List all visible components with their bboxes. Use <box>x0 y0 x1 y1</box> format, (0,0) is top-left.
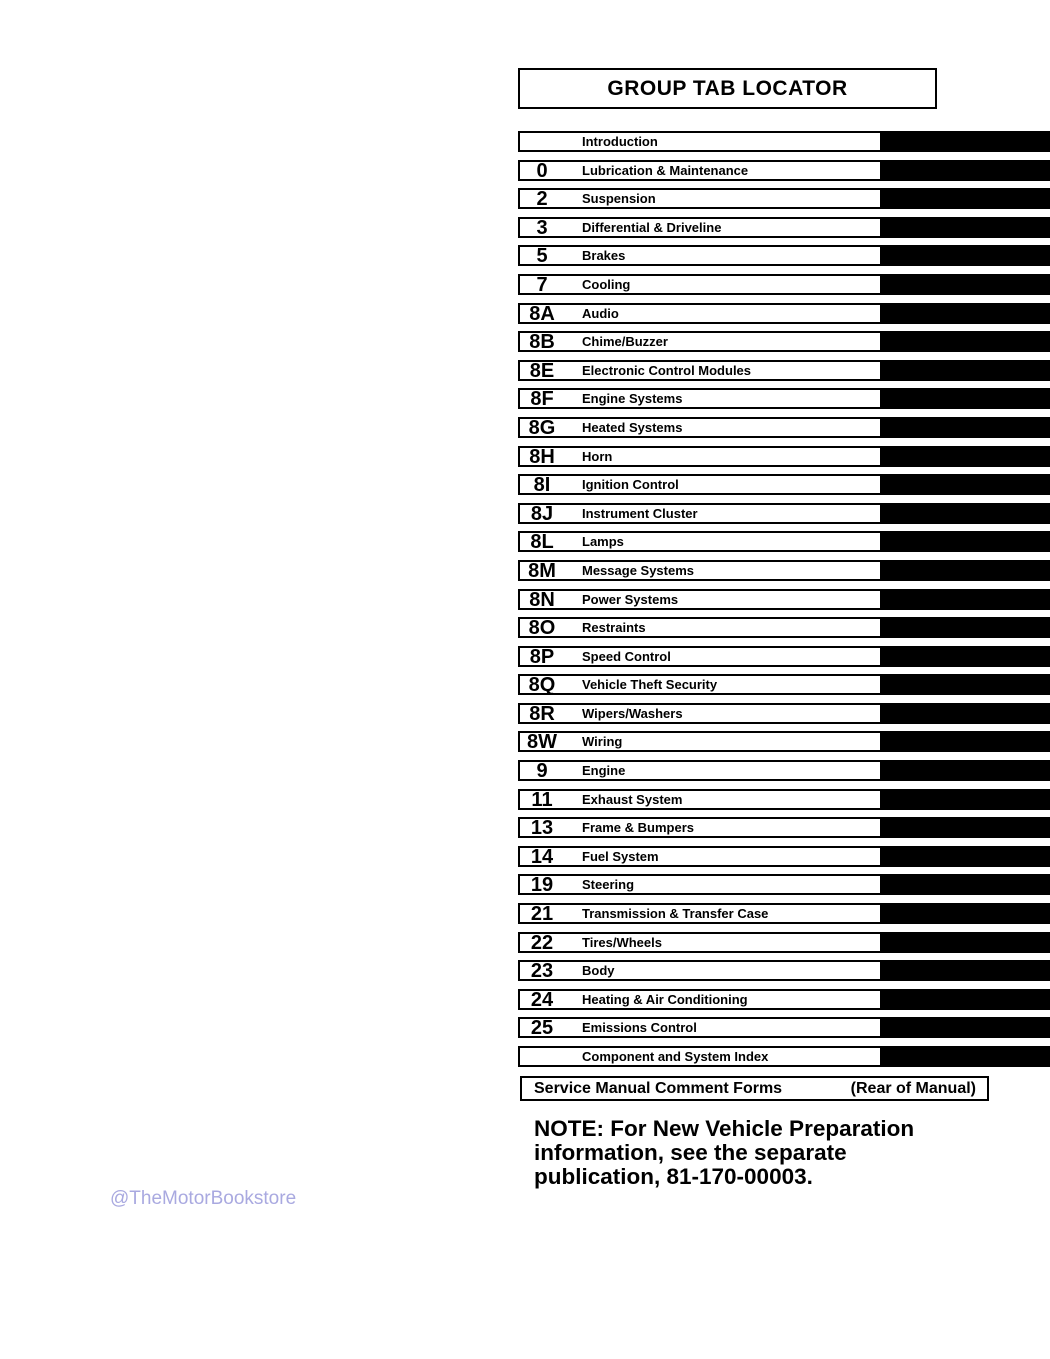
black-thumb-tab[interactable] <box>880 846 1050 867</box>
tab-group-label: Power Systems <box>582 591 679 607</box>
tab-row[interactable] <box>518 731 1050 752</box>
tab-label-box <box>518 1017 880 1038</box>
comment-forms-label: Service Manual Comment Forms <box>534 1080 783 1097</box>
black-thumb-tab[interactable] <box>880 560 1050 581</box>
tab-row[interactable] <box>518 617 1050 638</box>
tab-row[interactable] <box>518 303 1050 324</box>
tab-group-number: 19 <box>530 874 554 897</box>
tab-row[interactable] <box>518 388 1050 409</box>
tab-label-box <box>518 360 880 381</box>
tab-group-label: Ignition Control <box>582 477 679 493</box>
tab-row[interactable] <box>518 874 1050 895</box>
tab-row[interactable] <box>518 217 1050 238</box>
black-thumb-tab[interactable] <box>880 1017 1050 1038</box>
black-thumb-tab[interactable] <box>880 703 1050 724</box>
tab-group-label: Body <box>582 963 615 979</box>
tab-row[interactable] <box>518 1017 1050 1038</box>
tab-row[interactable] <box>518 503 1050 524</box>
black-thumb-tab[interactable] <box>880 160 1050 181</box>
tab-group-number: 11 <box>531 788 553 811</box>
tab-group-number: 5 <box>536 245 548 268</box>
tab-label-box <box>518 789 880 810</box>
tab-row[interactable] <box>518 932 1050 953</box>
tab-group-label: Horn <box>582 448 613 464</box>
tab-group-number: 8J <box>530 502 554 525</box>
comment-forms-box[interactable] <box>520 1076 989 1101</box>
tab-label-box <box>518 417 880 438</box>
tab-label-box <box>518 388 880 409</box>
black-thumb-tab[interactable] <box>880 360 1050 381</box>
tab-row[interactable] <box>518 131 1050 152</box>
black-thumb-tab[interactable] <box>880 531 1050 552</box>
tab-group-label: Heated Systems <box>582 419 683 435</box>
tab-group-number: 8H <box>529 445 555 468</box>
tab-group-number: 25 <box>530 1017 554 1040</box>
black-thumb-tab[interactable] <box>880 331 1050 352</box>
tab-group-number: 8P <box>529 645 555 668</box>
tab-label-box <box>518 674 880 695</box>
tab-group-number: 8N <box>529 588 555 611</box>
tab-label-box <box>518 589 880 610</box>
black-thumb-tab[interactable] <box>880 932 1050 953</box>
black-thumb-tab[interactable] <box>880 417 1050 438</box>
tab-label-box <box>518 989 880 1010</box>
tab-label-box <box>518 274 880 295</box>
tab-group-number: 0 <box>536 159 548 182</box>
tab-row[interactable] <box>518 1046 1050 1067</box>
tab-label-box <box>518 131 880 152</box>
tab-label-box <box>518 531 880 552</box>
tab-group-label: Emissions Control <box>582 1020 697 1036</box>
tab-label-box <box>518 760 880 781</box>
black-thumb-tab[interactable] <box>880 589 1050 610</box>
tab-label-box <box>518 874 880 895</box>
tab-row[interactable] <box>518 789 1050 810</box>
black-thumb-tab[interactable] <box>880 989 1050 1010</box>
tab-group-number: 8Q <box>528 674 556 697</box>
tab-label-box <box>518 731 880 752</box>
tab-label-box <box>518 474 880 495</box>
tab-label-box <box>518 560 880 581</box>
tab-group-label: Restraints <box>582 620 646 636</box>
tab-group-label: Electronic Control Modules <box>582 362 752 378</box>
tab-group-number: 8M <box>528 559 556 582</box>
tab-row[interactable] <box>518 474 1050 495</box>
tab-list <box>518 131 1050 1075</box>
tab-row[interactable] <box>518 989 1050 1010</box>
tab-group-number: 7 <box>536 273 548 296</box>
tab-group-label: Cooling <box>582 276 631 292</box>
tab-label-box <box>518 960 880 981</box>
tab-row[interactable] <box>518 160 1050 181</box>
tab-label-box <box>518 446 880 467</box>
tab-group-number: 8L <box>530 531 554 554</box>
tab-group-label: Heating & Air Conditioning <box>582 991 748 1007</box>
tab-group-label: Message Systems <box>582 562 695 578</box>
tab-label-box <box>518 703 880 724</box>
black-thumb-tab[interactable] <box>880 817 1050 838</box>
tab-group-label: Audio <box>582 305 619 321</box>
tab-row[interactable] <box>518 560 1050 581</box>
tab-group-number: 3 <box>536 216 548 239</box>
black-thumb-tab[interactable] <box>880 217 1050 238</box>
tab-row[interactable] <box>518 646 1050 667</box>
tab-label-box <box>518 331 880 352</box>
tab-row[interactable] <box>518 903 1050 924</box>
watermark: @TheMotorBookstore <box>110 1188 297 1209</box>
tab-group-label: Speed Control <box>582 648 671 664</box>
tab-row[interactable] <box>518 846 1050 867</box>
tab-group-label: Lubrication & Maintenance <box>582 162 749 178</box>
tab-group-label: Instrument Cluster <box>582 505 698 521</box>
tab-label-box <box>518 903 880 924</box>
tab-group-number: 9 <box>536 760 548 783</box>
tab-group-label: Transmission & Transfer Case <box>582 906 769 922</box>
tab-group-label: Suspension <box>582 191 656 207</box>
black-thumb-tab[interactable] <box>880 188 1050 209</box>
tab-label-box <box>518 188 880 209</box>
tab-row[interactable] <box>518 589 1050 610</box>
tab-group-label: Steering <box>582 877 635 893</box>
tab-group-number: 21 <box>530 903 554 926</box>
tab-label-box <box>518 1046 880 1067</box>
tab-group-label: Lamps <box>582 534 624 550</box>
tab-label-box <box>518 303 880 324</box>
black-thumb-tab[interactable] <box>880 760 1050 781</box>
black-thumb-tab[interactable] <box>880 646 1050 667</box>
tab-group-number: 8B <box>529 331 555 354</box>
tab-group-number: 23 <box>530 960 554 983</box>
tab-group-number: 24 <box>530 988 554 1011</box>
tab-row[interactable] <box>518 331 1050 352</box>
black-thumb-tab[interactable] <box>880 960 1050 981</box>
tab-row[interactable] <box>518 245 1050 266</box>
tab-row[interactable] <box>518 960 1050 981</box>
tab-row[interactable] <box>518 360 1050 381</box>
black-thumb-tab[interactable] <box>880 245 1050 266</box>
tab-group-label: Wiring <box>582 734 623 750</box>
tab-row[interactable] <box>518 531 1050 552</box>
tab-group-label: Tires/Wheels <box>582 934 662 950</box>
group-tab-locator-title: GROUP TAB LOCATOR <box>518 68 937 109</box>
tab-row[interactable] <box>518 446 1050 467</box>
tab-group-label: Brakes <box>582 248 626 264</box>
black-thumb-tab[interactable] <box>880 503 1050 524</box>
tab-group-label: Chime/Buzzer <box>582 334 668 350</box>
tab-group-number: 8O <box>528 617 556 640</box>
vehicle-preparation-note: NOTE: For New Vehicle Preparation information, see the separate publication, 81-170-00003. <box>534 1116 915 1189</box>
black-thumb-tab[interactable] <box>880 474 1050 495</box>
tab-group-label: Exhaust System <box>582 791 683 807</box>
tab-label-box <box>518 646 880 667</box>
black-thumb-tab[interactable] <box>880 731 1050 752</box>
tab-group-number: 8A <box>529 302 555 325</box>
tab-group-number: 8E <box>529 359 555 382</box>
tab-label-box <box>518 846 880 867</box>
tab-group-number: 14 <box>530 845 554 868</box>
comment-forms-location: (Rear of Manual) <box>850 1080 976 1097</box>
tab-group-label: Fuel System <box>582 848 659 864</box>
tab-row[interactable] <box>518 703 1050 724</box>
tab-row[interactable] <box>518 817 1050 838</box>
black-thumb-tab[interactable] <box>880 874 1050 895</box>
tab-row[interactable] <box>518 674 1050 695</box>
tab-label-box <box>518 617 880 638</box>
tab-row[interactable] <box>518 274 1050 295</box>
black-thumb-tab[interactable] <box>880 789 1050 810</box>
tab-group-label: Vehicle Theft Security <box>582 677 718 693</box>
tab-row[interactable] <box>518 417 1050 438</box>
tab-group-label: Engine <box>582 763 626 779</box>
tab-group-label: Wipers/Washers <box>582 705 683 721</box>
tab-group-label: Differential & Driveline <box>582 219 722 235</box>
black-thumb-tab[interactable] <box>880 903 1050 924</box>
tab-group-number: 8F <box>530 388 554 411</box>
tab-group-label: Engine Systems <box>582 391 683 407</box>
tab-label-box <box>518 217 880 238</box>
tab-row[interactable] <box>518 188 1050 209</box>
tab-row[interactable] <box>518 760 1050 781</box>
black-thumb-tab[interactable] <box>880 674 1050 695</box>
tab-group-number: 8I <box>533 474 551 497</box>
tab-group-number: 8G <box>528 416 556 439</box>
black-thumb-tab[interactable] <box>880 131 1050 152</box>
tab-group-label: Component and System Index <box>582 1049 769 1064</box>
black-thumb-tab[interactable] <box>880 388 1050 409</box>
tab-group-number: 8R <box>529 702 555 725</box>
tab-label-box <box>518 160 880 181</box>
black-thumb-tab[interactable] <box>880 446 1050 467</box>
tab-label-box <box>518 245 880 266</box>
black-thumb-tab[interactable] <box>880 617 1050 638</box>
tab-group-number: 13 <box>530 817 554 840</box>
tab-group-label: Frame & Bumpers <box>582 820 694 836</box>
tab-label-box <box>518 817 880 838</box>
tab-label-box <box>518 932 880 953</box>
tab-group-number: 8W <box>527 731 557 754</box>
tab-label-box <box>518 503 880 524</box>
tab-group-label: Introduction <box>582 134 658 149</box>
black-thumb-tab[interactable] <box>880 1046 1050 1067</box>
black-thumb-tab[interactable] <box>880 303 1050 324</box>
black-thumb-tab[interactable] <box>880 274 1050 295</box>
tab-group-number: 2 <box>536 188 548 211</box>
tab-group-number: 22 <box>530 931 554 954</box>
